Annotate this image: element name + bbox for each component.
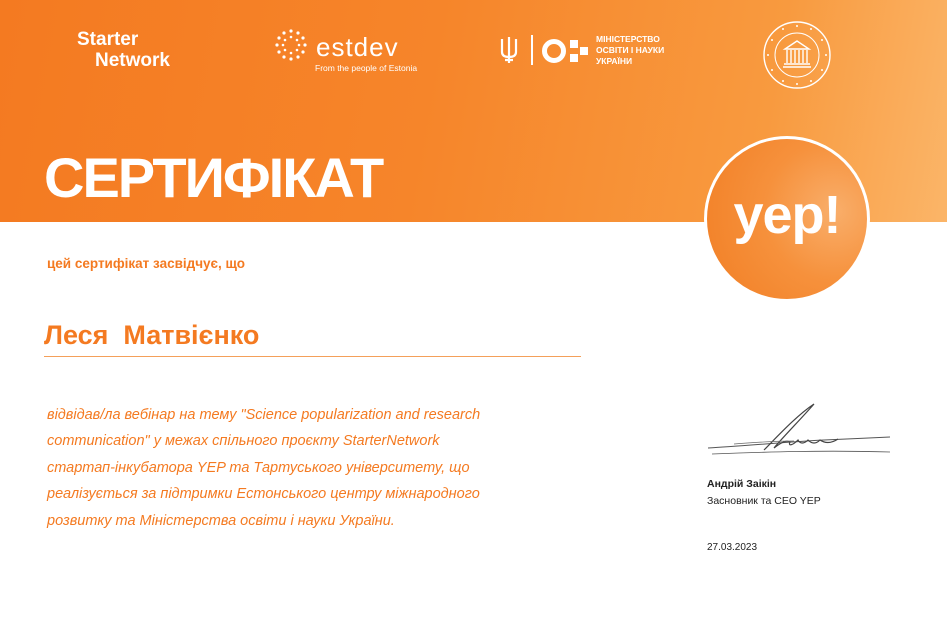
ministry-divider (531, 35, 533, 65)
ministry-line2: ОСВІТИ І НАУКИ (596, 45, 665, 55)
starter-network-line1: Starter (77, 29, 139, 50)
yep-badge-text: yep! (733, 185, 841, 245)
ministry-line3: УКРАЇНИ (596, 56, 633, 66)
recipient-name: Леся Матвієнко (44, 320, 260, 350)
starter-network-line2: Network (95, 50, 170, 71)
signature-icon (704, 402, 894, 464)
estdev-dots-icon (274, 28, 308, 62)
signatory-name: Андрій Заікін (707, 478, 777, 490)
estdev-tagline: From the people of Estonia (315, 63, 418, 73)
body-line: розвитку та Міністерства освіти і науки України. (47, 512, 395, 529)
name-underline (44, 356, 581, 357)
trident-icon (498, 36, 520, 64)
starter-network-logo (77, 29, 170, 71)
body-line: стартап-інкубатора YEP та Тартуського університету, що (47, 459, 470, 476)
estdev-name: estdev (316, 32, 399, 62)
certificate-body (47, 402, 567, 534)
body-line: відвідав/ла вебінар на тему "Science popularization and research (47, 407, 481, 423)
tartu-university-seal-icon (761, 19, 833, 91)
certificate-title: СЕРТИФІКАТ (44, 146, 383, 209)
ministry-mark-icon (541, 37, 591, 65)
certifies-text: цей сертифікат засвідчує, що (47, 256, 245, 271)
certificate-date: 27.03.2023 (707, 542, 758, 553)
body-line: communication" у межах спільного проєкту StarterNetwork (47, 433, 440, 450)
ministry-name (596, 34, 664, 67)
signatory-role: Засновник та CEO YEP (707, 495, 821, 507)
ministry-line1: МІНІСТЕРСТВО (596, 34, 660, 44)
yep-badge (704, 136, 870, 302)
body-line: реалізується за підтримки Естонського центру міжнародного (47, 486, 480, 503)
